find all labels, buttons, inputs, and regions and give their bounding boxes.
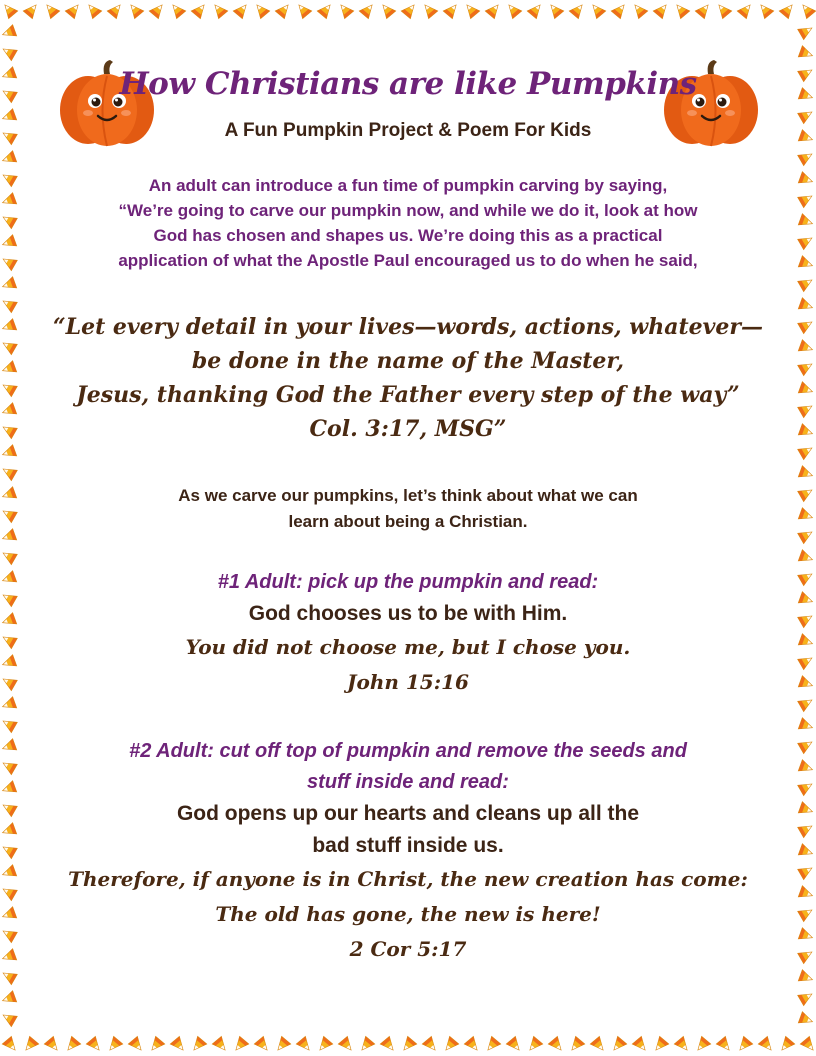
intro-line: “We’re going to carve our pumpkin now, and while we do it, look at how <box>118 201 698 220</box>
verse-reference: Col. 3:17, MSG” <box>309 416 507 442</box>
verse-line: Jesus, thanking God the Father every step of the way” <box>76 382 740 408</box>
intro-line: An adult can introduce a fun time of pumpkin carving by saying, <box>148 176 668 195</box>
step-lesson: bad stuff inside us. <box>312 834 504 857</box>
carving-intro <box>90 483 726 535</box>
step-2 <box>40 736 776 967</box>
step-lesson: God chooses us to be with Him. <box>248 602 568 625</box>
step-instruction: #1 Adult: pick up the pumpkin and read: <box>217 571 599 593</box>
carving-intro-line: As we carve our pumpkins, let’s think about what we can <box>178 486 638 505</box>
key-verse <box>40 310 776 446</box>
verse-line: “Let every detail in your lives—words, actions, whatever— <box>52 314 764 340</box>
page-title: How Christians are like Pumpkins <box>119 66 697 102</box>
step-scripture-reference: 2 Cor 5:17 <box>349 937 467 961</box>
intro-line: God has chosen and shapes us. We’re doing this as a practical <box>153 226 663 245</box>
step-scripture-reference: John 15:16 <box>347 670 469 694</box>
step-scripture: The old has gone, the new is here! <box>215 902 601 926</box>
step-scripture: Therefore, if anyone is in Christ, the new creation has come: <box>68 867 748 891</box>
carving-intro-line: learn about being a Christian. <box>288 512 528 531</box>
step-scripture: You did not choose me, but I chose you. <box>185 635 631 659</box>
intro-paragraph <box>90 173 726 273</box>
step-instruction: stuff inside and read: <box>307 771 509 793</box>
intro-line: application of what the Apostle Paul encouraged us to do when he said, <box>118 251 698 270</box>
step-1 <box>60 567 756 700</box>
step-instruction: #2 Adult: cut off top of pumpkin and remove the seeds and <box>129 740 687 762</box>
verse-line: be done in the name of the Master, <box>191 348 625 374</box>
step-lesson: God opens up our hearts and cleans up all the <box>176 802 640 825</box>
page-subtitle: A Fun Pumpkin Project & Poem For Kids <box>224 120 592 141</box>
